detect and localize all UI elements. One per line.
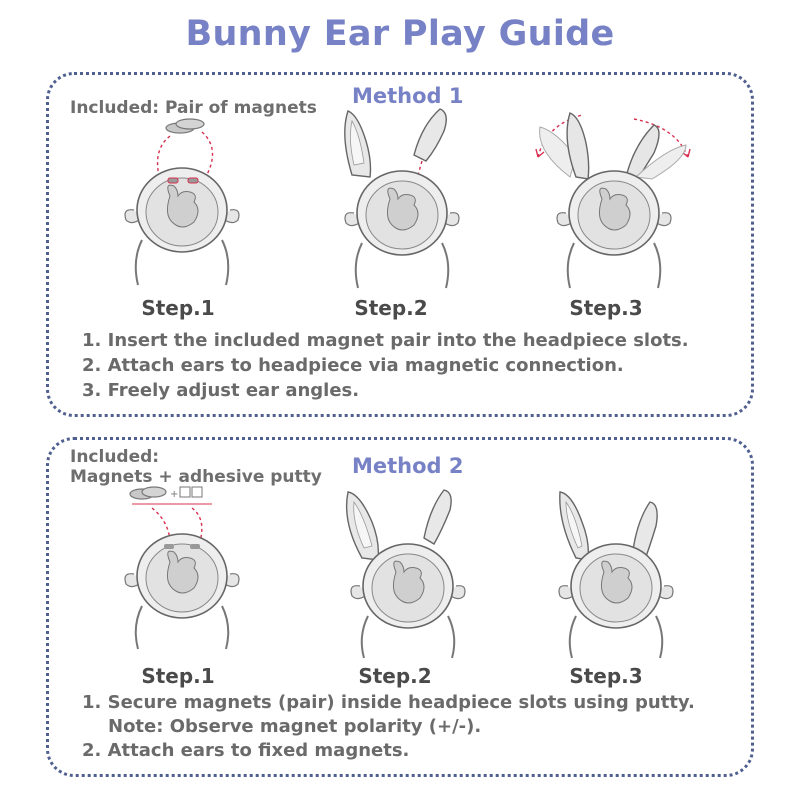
- method-2-instruction-1: 1. Secure magnets (pair) inside headpiece slots using putty.: [82, 692, 695, 713]
- bunny-ear-left-icon: [560, 492, 589, 560]
- svg-text:+: +: [170, 489, 179, 500]
- method-1-step-3-label: Step.3: [569, 296, 643, 320]
- method-1-step-3-figure: [526, 105, 696, 295]
- bunny-ear-left-icon: [345, 111, 371, 177]
- page-title: Bunny Ear Play Guide: [185, 14, 615, 54]
- method-2-title: Method 2: [352, 454, 464, 478]
- bunny-ear-right-icon: [424, 490, 451, 544]
- bunny-ear-left-icon: [347, 492, 379, 560]
- headpiece-icon: [345, 171, 459, 288]
- method-2-step-1-figure: [112, 484, 252, 654]
- method-2-instruction-2: 2. Attach ears to fixed magnets.: [82, 740, 410, 761]
- method-2-included-text-line-1: Included:: [70, 447, 160, 467]
- method-2-included-text-line-2: Magnets + adhesive putty: [70, 467, 322, 487]
- method-1-step-2-label: Step.2: [354, 296, 428, 320]
- method-1-step-2-figure: [322, 105, 472, 295]
- headpiece-icon: [125, 168, 239, 285]
- bunny-ear-right-icon: [414, 109, 446, 161]
- method-1-included-text: Included: Pair of magnets: [70, 98, 317, 118]
- headpiece-icon: [557, 171, 671, 288]
- method-2-step-1-label: Step.1: [141, 664, 215, 688]
- method-1-title: Method 1: [352, 84, 464, 108]
- method-1-step-1-label: Step.1: [141, 296, 215, 320]
- method-1-step-1-figure: [112, 110, 252, 290]
- method-2-step-3-figure: [536, 486, 686, 661]
- method-2-step-3-label: Step.3: [569, 664, 643, 688]
- method-1-instruction-3: 3. Freely adjust ear angles.: [82, 380, 360, 401]
- headpiece-icon: [125, 534, 239, 649]
- adhesive-putty-icon: [180, 487, 202, 497]
- method-2-step-2-figure: [328, 486, 478, 661]
- headpiece-icon: [559, 544, 673, 658]
- method-1-instruction-2: 2. Attach ears to headpiece via magnetic connection.: [82, 355, 624, 376]
- magnet-pair-icon: [166, 119, 204, 133]
- bunny-ear-right-icon: [626, 125, 686, 179]
- method-1-instruction-1: 1. Insert the included magnet pair into the headpiece slots.: [82, 330, 689, 351]
- method-2-step-2-label: Step.2: [358, 664, 432, 688]
- headpiece-icon: [351, 544, 465, 658]
- magnet-pair-icon: [130, 487, 166, 499]
- method-2-instruction-note: Note: Observe magnet polarity (+/-).: [108, 716, 482, 737]
